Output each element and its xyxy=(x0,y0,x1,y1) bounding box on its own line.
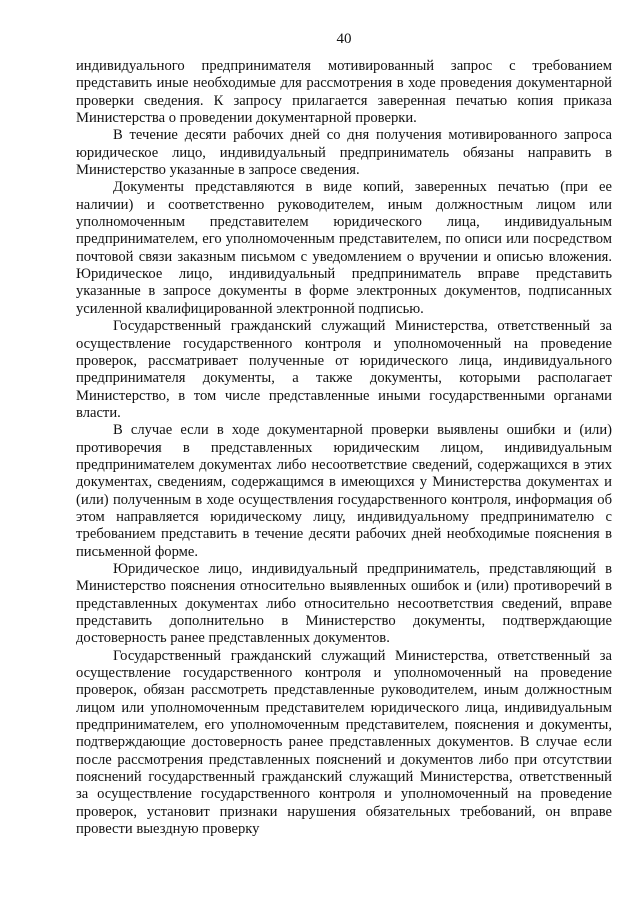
paragraph-7: Государственный гражданский служащий Министерства, ответственный за осуществление государственного контроля и уполномоченный на проведение проверок, обязан рассмотреть представленные руководителем, иным должностным лицом или уполномоченным представителем юридического лица, индивидуальным предпринимателем, его уполномоченным представителем, пояснения и документы, подтверждающие достоверность ранее представленных документов. В случае если после рассмотрения представленных пояснений и документов либо при отсутствии пояснений государственный гражданский служащий Министерства, ответственный за осуществление государственного контроля и уполномоченный на проведение проверок, установит признаки нарушения обязательных требований, он вправе провести выездную проверку xyxy=(76,647,612,838)
paragraph-4: Государственный гражданский служащий Министерства, ответственный за осуществление государственного контроля и уполномоченный на проведение проверок, рассматривает полученные от юридического лица, индивидуального предпринимателя документы, а также документы, которыми располагает Министерство, в том числе представленные иными государственными органами власти. xyxy=(76,318,612,421)
paragraph-6: Юридическое лицо, индивидуальный предприниматель, представляющий в Министерство пояснения относительно выявленных ошибок и (или) противоречий в представленных документах либо относительно несоответствия сведений, вправе представить дополнительно в Министерство документы, подтверждающие достоверность ранее представленных документов. xyxy=(76,560,612,647)
paragraph-2: В течение десяти рабочих дней со дня получения мотивированного запроса юридическое лицо, индивидуальный предприниматель обязаны направить в Министерство указанные в запросе сведения. xyxy=(76,127,612,179)
paragraph-5: В случае если в ходе документарной проверки выявлены ошибки и (или) противоречия в представленных юридическим лицом, индивидуальным предпринимателем документах либо несоответствие сведений, содержащихся в этих документах, сведениям, содержащимся в имеющихся у Министерства документах и (или) полученным в ходе осуществления государственного контроля, информация об этом направляется юридическому лицу, индивидуальному предпринимателю с требованием представить в течение десяти рабочих дней необходимые пояснения в письменной форме. xyxy=(76,422,612,560)
page-number: 40 xyxy=(336,31,352,47)
paragraph-1: индивидуального предпринимателя мотивированный запрос с требованием представить иные необходимые для рассмотрения в ходе проведения документарной проверки сведения. К запросу прилагается заверенная печатью копия приказа Министерства о проведении документарной проверки. xyxy=(76,58,612,127)
paragraph-3: Документы представляются в виде копий, заверенных печатью (при ее наличии) и соответственно руководителем, иным должностным лицом или уполномоченным представителем юридического лица, индивидуальным предпринимателем, его уполномоченным представителем, по описи или посредством почтовой связи заказным письмом с уведомлением о вручении и описью вложения. Юридическое лицо, индивидуальный предприниматель вправе представить указанные в запросе документы в форме электронных документов, подписанных усиленной квалифицированной электронной подписью. xyxy=(76,179,612,317)
